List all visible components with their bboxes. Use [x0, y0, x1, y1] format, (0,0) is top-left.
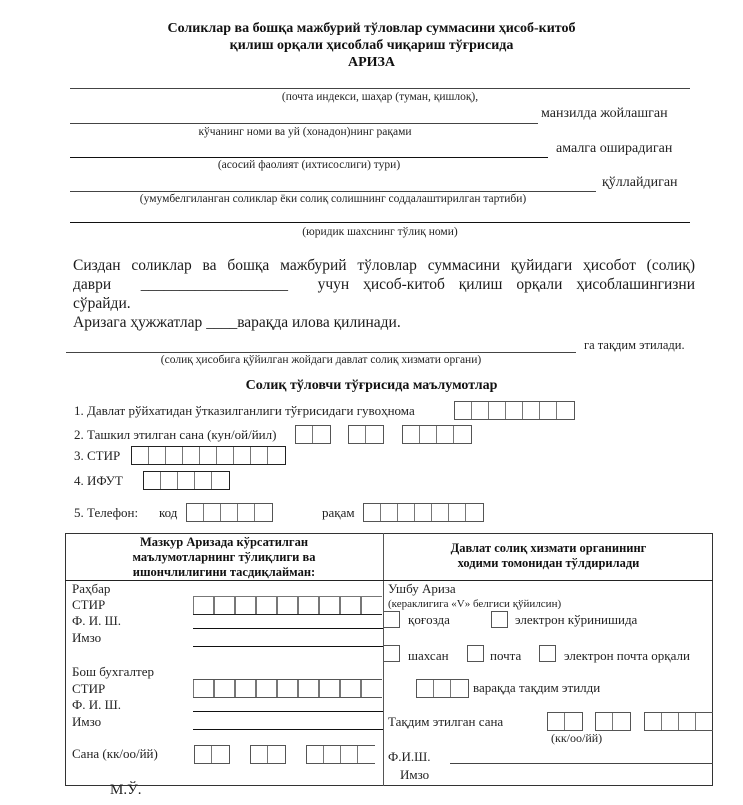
digit-cell[interactable] [451, 680, 468, 697]
stir-label: 3. СТИР [74, 448, 121, 463]
director-fio-label: Ф. И. Ш. [72, 613, 122, 628]
certificate-boxes[interactable] [454, 401, 575, 420]
digit-cell[interactable] [466, 504, 483, 521]
email-option-label: электрон почта орқали [564, 648, 690, 663]
pages-count-field[interactable]: ____ [206, 314, 238, 331]
employee-signature-label: Имзо [400, 767, 430, 782]
phone-number-boxes[interactable] [363, 503, 484, 522]
digit-cell[interactable] [361, 680, 382, 697]
taxpayer-section-title: Солиқ тўловчи тўғрисида маълумотлар [245, 378, 498, 393]
employee-fio-line[interactable] [450, 763, 713, 764]
digit-cell[interactable] [366, 426, 383, 443]
digit-cell[interactable] [183, 447, 200, 464]
digit-cell[interactable] [489, 402, 506, 419]
digit-cell[interactable] [455, 402, 472, 419]
digit-cell[interactable] [193, 597, 214, 614]
digit-cell[interactable] [212, 746, 229, 763]
sign-year-boxes[interactable] [306, 745, 375, 764]
checkbox-instruction: (кераклигига «V» белгиси қўйилсин) [388, 598, 562, 610]
tax-regime-caption: (умумбелгиланган соликлар ёки солиқ солишнинг соддалаштирилган тартиби) [139, 193, 527, 205]
founded-date-label: 2. Ташкил этилган сана (кун/ой/йил) [74, 427, 277, 442]
location-suffix: манзилда жойлашган [541, 106, 668, 121]
electronic-option-label: электрон кўринишида [515, 612, 638, 627]
digit-cell[interactable] [449, 504, 466, 521]
digit-cell[interactable] [645, 713, 662, 730]
digit-cell[interactable] [235, 597, 256, 614]
left-panel-header: Мазкур Аризада кўрсатилган маълумотларнинг тўлиқлиги ва ишончлилигини тасдиқлайман: [132, 535, 316, 579]
digit-cell[interactable] [195, 746, 212, 763]
form-title-line2: қилиш орқали ҳисоблаб чиқариш тўғрисида [229, 38, 514, 53]
digit-cell[interactable] [662, 713, 679, 730]
activity-line[interactable] [70, 157, 548, 158]
digit-cell[interactable] [403, 426, 420, 443]
attachments-line: Аризага ҳужжатлар ____варақда илова қилинади. [73, 314, 401, 331]
submitted-month-boxes[interactable] [595, 712, 631, 731]
right-panel-header: Давлат солиқ хизмати органининг ходими томонидан тўлдирилади [450, 541, 647, 570]
in-person-option-label: шахсан [408, 648, 449, 663]
digit-cell[interactable] [251, 447, 268, 464]
digit-cell[interactable] [161, 472, 178, 489]
digit-cell[interactable] [340, 597, 361, 614]
digit-cell[interactable] [214, 680, 235, 697]
accountant-signature-line[interactable] [193, 729, 383, 730]
period-label: даври [73, 276, 112, 293]
digit-cell[interactable] [506, 402, 523, 419]
submitted-pages-label: варақда тақдим этилди [473, 680, 601, 695]
form-title-line1: Соликлар ва бошқа мажбурий тўловлар суммасини ҳисоб-китоб [167, 21, 576, 36]
digit-cell[interactable] [340, 680, 361, 697]
digit-cell[interactable] [437, 426, 454, 443]
request-line-3: сўрайди. [73, 295, 131, 312]
director-signature-label: Имзо [72, 630, 102, 645]
in-person-checkbox[interactable] [383, 645, 400, 662]
accountant-stir-boxes[interactable] [193, 679, 382, 698]
legal-name-line[interactable] [70, 222, 690, 223]
form-title: АРИЗА [347, 55, 396, 70]
activity-suffix: амалга оширадиган [556, 141, 673, 156]
digit-cell[interactable] [144, 472, 161, 489]
digit-cell[interactable] [364, 504, 381, 521]
digit-cell[interactable] [238, 504, 255, 521]
digit-cell[interactable] [166, 447, 183, 464]
street-line[interactable] [70, 123, 538, 124]
period-field[interactable]: ___________________ [140, 276, 288, 293]
digit-cell[interactable] [149, 447, 166, 464]
date-format-hint: (кк/оо/йй) [551, 731, 603, 745]
digit-cell[interactable] [132, 447, 149, 464]
email-checkbox[interactable] [539, 645, 556, 662]
digit-cell[interactable] [313, 426, 330, 443]
digit-cell[interactable] [319, 597, 340, 614]
digit-cell[interactable] [234, 447, 251, 464]
digit-cell[interactable] [195, 472, 212, 489]
sign-date-label: Сана (кк/оо/йй) [72, 746, 158, 761]
digit-cell[interactable] [381, 504, 398, 521]
digit-cell[interactable] [523, 402, 540, 419]
digit-cell[interactable] [548, 713, 565, 730]
digit-cell[interactable] [596, 713, 613, 730]
digit-cell[interactable] [540, 402, 557, 419]
digit-cell[interactable] [214, 597, 235, 614]
submit-suffix: га тақдим этилади. [584, 338, 685, 352]
digit-cell[interactable] [349, 426, 366, 443]
digit-cell[interactable] [557, 402, 574, 419]
tax-regime-line[interactable] [70, 191, 596, 192]
digit-cell[interactable] [277, 680, 298, 697]
digit-cell[interactable] [319, 680, 340, 697]
digit-cell[interactable] [398, 504, 415, 521]
accountant-signature-label: Имзо [72, 714, 102, 729]
digit-cell[interactable] [204, 504, 221, 521]
address-line-1[interactable] [70, 88, 690, 89]
director-stir-label: СТИР [72, 597, 106, 612]
submitted-day-boxes[interactable] [547, 712, 583, 731]
director-stir-boxes[interactable] [193, 596, 382, 615]
sign-month-boxes[interactable] [250, 745, 286, 764]
request-line-1: Сиздан соликлар ва бошқа мажбурий тўловлар суммасини қуйидаги ҳисобот (солиқ) [73, 257, 695, 274]
electronic-checkbox[interactable] [491, 611, 508, 628]
digit-cell[interactable] [256, 597, 277, 614]
digit-cell[interactable] [613, 713, 630, 730]
phone-code-label: код [159, 505, 178, 520]
digit-cell[interactable] [341, 746, 358, 763]
sign-day-boxes[interactable] [194, 745, 230, 764]
digit-cell[interactable] [307, 746, 324, 763]
submitted-year-boxes[interactable] [644, 712, 713, 731]
director-fio-line[interactable] [193, 628, 383, 629]
request-paragraph [73, 256, 695, 332]
digit-cell[interactable] [358, 746, 375, 763]
digit-cell[interactable] [255, 504, 272, 521]
director-signature-line[interactable] [193, 646, 383, 647]
digit-cell[interactable] [178, 472, 195, 489]
digit-cell[interactable] [256, 680, 277, 697]
digit-cell[interactable] [420, 426, 437, 443]
accountant-fio-line[interactable] [193, 711, 383, 712]
ifut-boxes[interactable] [143, 471, 230, 490]
digit-cell[interactable] [212, 472, 229, 489]
digit-cell[interactable] [434, 680, 451, 697]
digit-cell[interactable] [268, 447, 285, 464]
digit-cell[interactable] [235, 680, 256, 697]
digit-cell[interactable] [187, 504, 204, 521]
tax-regime-suffix: қўллайдиган [602, 175, 678, 190]
tax-authority-caption: (солиқ ҳисобига қўйилган жойдаги давлат солиқ хизмати органи) [160, 354, 482, 366]
digit-cell[interactable] [298, 680, 319, 697]
mail-option-label: почта [490, 648, 522, 663]
phone-number-label: рақам [322, 505, 355, 520]
stamp-label: М.Ў. [110, 782, 142, 798]
street-caption: кўчанинг номи ва уй (хонадон)нинг рақами [198, 126, 412, 138]
paper-option-label: қоғозда [408, 612, 450, 627]
phone-label: 5. Телефон: [74, 505, 139, 520]
digit-cell[interactable] [251, 746, 268, 763]
activity-caption: (асосий фаолият (ихтисослиги) тури) [217, 159, 401, 171]
founded-year-boxes[interactable] [402, 425, 472, 444]
application-label: Ушбу Ариза [388, 581, 456, 596]
digit-cell[interactable] [454, 426, 471, 443]
digit-cell[interactable] [565, 713, 582, 730]
digit-cell[interactable] [324, 746, 341, 763]
digit-cell[interactable] [277, 597, 298, 614]
director-label: Раҳбар [72, 581, 111, 596]
submitted-date-label: Тақдим этилган сана [388, 714, 504, 729]
ifut-label: 4. ИФУТ [74, 473, 123, 488]
digit-cell[interactable] [217, 447, 234, 464]
accountant-stir-label: СТИР [72, 681, 106, 696]
legal-name-caption: (юридик шахснинг тўлиқ номи) [302, 226, 458, 238]
mail-checkbox[interactable] [467, 645, 484, 662]
digit-cell[interactable] [296, 426, 313, 443]
accountant-fio-label: Ф. И. Ш. [72, 697, 122, 712]
paper-checkbox[interactable] [383, 611, 400, 628]
phone-code-boxes[interactable] [186, 503, 273, 522]
digit-cell[interactable] [200, 447, 217, 464]
employee-fio-label: Ф.И.Ш. [388, 749, 431, 764]
digit-cell[interactable] [472, 402, 489, 419]
digit-cell[interactable] [268, 746, 285, 763]
digit-cell[interactable] [432, 504, 449, 521]
certificate-label: 1. Давлат рўйхатидан ўтказилганлиги тўғрисидаги гувоҳнома [74, 403, 415, 418]
digit-cell[interactable] [679, 713, 696, 730]
digit-cell[interactable] [221, 504, 238, 521]
digit-cell[interactable] [298, 597, 319, 614]
request-line-2 [73, 275, 695, 294]
digit-cell[interactable] [415, 504, 432, 521]
founded-month-boxes[interactable] [348, 425, 384, 444]
digit-cell[interactable] [696, 713, 713, 730]
submitted-pages-boxes[interactable] [416, 679, 469, 698]
stir-boxes[interactable] [131, 446, 286, 465]
digit-cell[interactable] [361, 597, 382, 614]
founded-day-boxes[interactable] [295, 425, 331, 444]
address-caption-1: (почта индекси, шаҳар (туман, қишлоқ), [281, 91, 479, 103]
request-text: учун ҳисоб-китоб қилиш орқали ҳисоблашингизни [317, 276, 695, 293]
accountant-label: Бош бухгалтер [72, 664, 154, 679]
digit-cell[interactable] [193, 680, 214, 697]
digit-cell[interactable] [417, 680, 434, 697]
tax-authority-line[interactable] [66, 352, 576, 353]
